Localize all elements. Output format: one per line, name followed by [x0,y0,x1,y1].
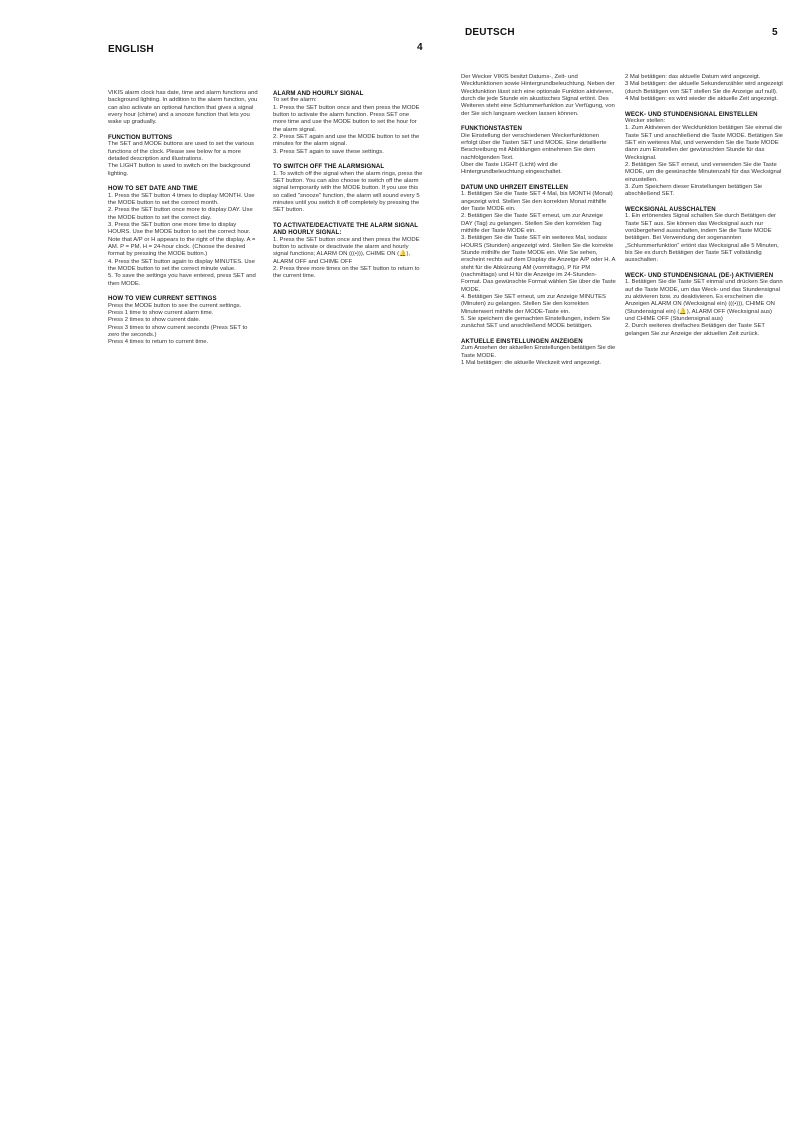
weck-stunden-intro: Wecker stellen: [625,117,666,124]
deutsch-intro: Der Wecker VIKIS besitzt Datums-, Zeit- und Weckfunktionen sowie Hintergrundbeleuchtung. Neben der Weckfunktion lässt sich eine optionale Funktion aktivieren, durch die jede Stunde ein akustisches Signal ertönt. Des Weiteren steht eine Schlummerfunktion zur Verfügung, von der Sie sich langsam wecken lassen können. [461,74,615,117]
deutsch-column-1 [461,74,616,367]
weck-step: 1. Zum Aktivieren der Weckfunktion betätigen Sie einmal die Taste SET und anschließend die Taste MODE. Betätigen Sie SET ein weiteres Mal, und verwenden Sie die Taste MODE dann zum Einstellen der gewünschten Stunde für das Wecksignal. [625,125,783,161]
set-date-step: 2. Press the SET button once more to display DAY. Use the MODE button to set the correct day. [108,207,253,221]
function-buttons-heading: FUNCTION BUTTONS [108,133,173,141]
activate-heading: TO ACTIVATE/DEACTIVATE THE ALARM SIGNAL AND HOURLY SIGNAL: [273,221,418,237]
datum-step: 4. Betätigen Sie SET erneut, um zur Anzeige MINUTES (Minuten) zu gelangen. Stellen Sie den korrekten Minutenwert mithilfe der MODE-Taste ein. [461,294,606,315]
datum-step: 2. Betätigen Sie die Taste SET erneut, um zur Anzeige DAY (Tag) zu gelangen. Stellen Sie den korrekten Tag mithilfe der Taste MODE ein. [461,213,603,234]
alarm-hourly-heading: ALARM AND HOURLY SIGNAL [273,90,364,97]
activate-step: 1. Press the SET button once and then press the MODE button to activate or deactivate the alarm and hourly signal functions; ALARM ON (((•))), CHIME ON (🔔), ALARM OFF and CHIME OFF [273,236,420,265]
switch-off-text: 1. To switch off the signal when the alarm rings, press the SET button. You can also choose to switch off the alarm signal temporarily with the MODE button. If you use this so called "snooze" function, the alarm will sound every 5 minutes until you switch it off completely by pressing the SET button. [273,170,423,214]
aktuelle-line: 4 Mal betätigen: es wird wieder die aktuelle Zeit angezeigt. [625,96,778,103]
activate-step: 2. Press three more times on the SET button to return to the current time. [273,265,420,280]
english-intro: VIKIS alarm clock has date, time and alarm functions and background lighting. In addition to the alarm function, you can also activate an optional function that gives a signal every hour (chime) and a snooze function that lets you wake up gradually. [108,90,258,126]
light-taste-text: Über die Taste LIGHT (Licht) wird die Hintergrundbeleuchtung eingeschaltet. [461,161,562,176]
aktuelle-intro: Zum Ansehen der aktuellen Einstellungen betätigen Sie die Taste MODE. [461,345,616,359]
view-settings-heading: HOW TO VIEW CURRENT SETTINGS [108,295,217,303]
aktivieren-step: 2. Durch weiteres dreifaches Betätigen der Taste SET gelangen Sie zur Anzeige der aktuellen Zeit zurück. [625,323,765,337]
weck-step: 2. Betätigen Sie SET erneut, und verwenden Sie die Taste MODE, um die gewünschte Minutenzahl für das Wecksignal einzustellen. [625,161,782,183]
english-page-title: ENGLISH [108,44,154,55]
set-date-step: 3. Press the SET button one more time to display HOURS. Use the MODE button to set the correct hour. Note that A/P or H appears to the right of the display. A = AM. P = PM. H = 24-hour clock. (Choose the desired format by pressing the MODE button.) [108,221,256,258]
function-buttons-text: The SET and MODE buttons are used to set the various functions of the clock. Please see below for a more detailed description and illustrations. [108,141,254,162]
aktivieren-heading: WECK- UND STUNDENSIGNAL (DE-) AKTIVIEREN [625,271,774,279]
aktuelle-line: 2 Mal betätigen: das aktuelle Datum wird angezeigt. [625,74,761,80]
set-date-step: 1. Press the SET button 4 times to display MONTH. Use the MODE button to set the correct month. [108,192,255,206]
deutsch-column-2 [625,74,783,338]
set-date-step: 4. Press the SET button again to display MINUTES. Use the MODE button to set the correct minute value. [108,258,255,272]
alarm-step: 3. Press SET again to save these settings. [273,148,384,155]
aktuelle-line: 1 Mal betätigen: die aktuelle Weckzeit wird angezeigt. [461,359,602,366]
funktionstasten-text: Die Einstellung der verschiedenen Weckerfunktionen erfolgt über die Tasten SET und MODE. Eine detaillierte Beschreibung mit Abbildungen entnehmen Sie dem nachfolgenden Text. [461,132,607,161]
light-button-text: The LIGHT button is used to switch on the background lighting. [108,163,251,177]
weck-stunden-heading: WECK- UND STUNDENSIGNAL EINSTELLEN [625,110,758,118]
deutsch-page-number: 5 [772,27,778,38]
set-date-time-heading: HOW TO SET DATE AND TIME [108,185,198,193]
switch-off-heading: TO SWITCH OFF THE ALARMSIGNAL [273,163,385,171]
view-settings-line: Press 4 times to return to current time. [108,339,209,346]
datum-step: 5. Sie speichern die gemachten Einstellungen, indem Sie zunächst SET und anschließend MODE betätigen. [461,316,610,330]
aktuelle-line: 3 Mal betätigen: der aktuelle Sekundenzähler wird angezeigt (durch Betätigen von SET stellen Sie die Anzeige auf null). [625,81,783,95]
alarm-hourly-intro: To set the alarm: [273,97,317,104]
view-settings-line: Press 3 times to show current seconds (Press SET to zero the seconds.) [108,324,248,338]
datum-uhrzeit-heading: DATUM UND UHRZEIT EINSTELLEN [461,183,568,191]
english-page-number: 4 [417,42,423,53]
deutsch-page-title: DEUTSCH [465,27,515,38]
weck-step: 3. Zum Speichern dieser Einstellungen betätigen Sie abschließend SET. [625,184,763,198]
english-column-2 [273,90,424,281]
wecksignal-aus-heading: WECKSIGNAL AUSSCHALTEN [625,205,716,213]
aktivieren-step: 1. Betätigen Sie die Taste SET einmal und drücken Sie dann auf die Taste MODE, um das Weck- und das Stundensignal zu aktivieren bzw. zu deaktivieren. Es erscheinen die Anzeigen ALARM ON (Wecksignal ein) (((•))), CHIME ON (Stundensignal ein) (🔔), ALARM OFF (Wecksignal aus) und CHIME OFF (Stundensignal aus) [625,279,783,322]
wecksignal-aus-text: 1. Ein ertönendes Signal schalten Sie durch Betätigen der Taste SET aus. Sie können das Wecksignal auch nur vorübergehend ausschalten, indem Sie die Taste MODE betätigen. Bei Verwendung der sogenannten „Schlummerfunktion“ ertönt das Wecksignal alle 5 Minuten, bis Sie es durch Betätigen der Taste SET vollständig ausschalten. [625,213,779,264]
datum-step: 3. Betätigen Sie die Taste SET ein weiteres Mal, sodass HOURS (Stunden) angezeigt wird. Stellen Sie die korrekte Stunde mithilfe der Taste MODE ein. Wie Sie sehen, erscheint rechts auf dem Display die Anzeige A/P oder H. A steht für die Abkürzung AM (vormittags), P für PM (nachmittags) und H für die Anzeige im 24-Stunden-Format. Das gewünschte Format wählen Sie über die Taste MODE. [461,235,616,293]
alarm-step: 1. Press the SET button once and then press the MODE button to activate the alarm function. Press SET one more time and use the MODE button to set the hour for the alarm signal. [273,104,420,133]
alarm-step: 2. Press SET again and use the MODE button to set the minutes for the alarm signal. [273,134,420,148]
funktionstasten-heading: FUNKTIONSTASTEN [461,125,522,133]
english-column-1 [108,90,260,347]
view-settings-line: Press 1 time to show current alarm time. [108,309,214,316]
aktuelle-heading: AKTUELLE EINSTELLUNGEN ANZEIGEN [461,337,583,345]
set-date-step: 5. To save the settings you have entered, press SET and then MODE. [108,273,256,287]
view-settings-intro: Press the MODE button to see the current settings. [108,302,242,309]
datum-step: 1. Betätigen Sie die Taste SET 4 Mal, bis MONTH (Monat) angezeigt wird. Stellen Sie den korrekten Monat mithilfe der Taste MODE ein. [461,191,613,212]
view-settings-line: Press 2 times to show current date. [108,317,201,324]
